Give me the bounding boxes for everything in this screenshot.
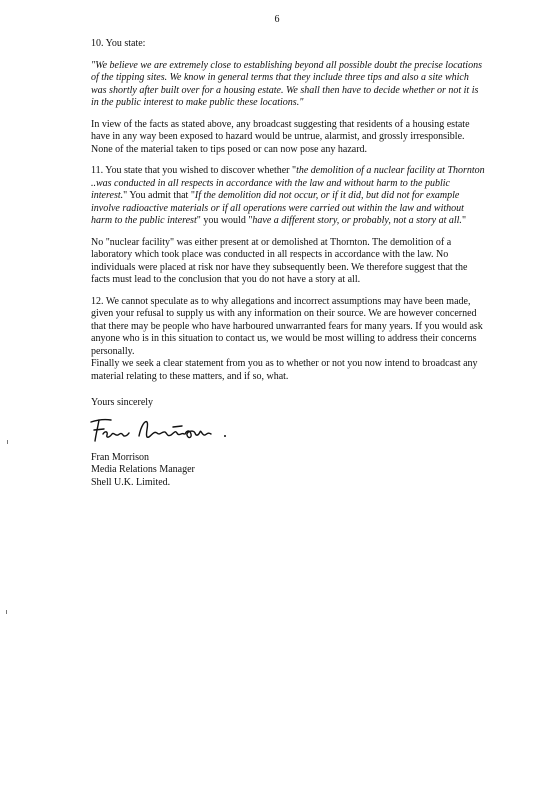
- signoff-name: Fran Morrison: [91, 451, 150, 463]
- paragraph-12: [91, 296, 485, 384]
- paragraph-10-response: In view of the facts as stated above, any broadcast suggesting that residents of a housing estate have in any way been exposed to hazard would be untrue, alarmist, and grossly irresponsible. None of the material taken to tips posed or can now pose any hazard.: [91, 118, 470, 155]
- paragraph-11-statement: [91, 165, 485, 228]
- paragraph-12-finally: Finally we seek a clear statement from you as to whether or not you now intend to broadcast any material relating to these matters, and if so, what.: [91, 358, 478, 382]
- signoff-title: Media Relations Manager: [91, 464, 195, 475]
- scan-speck: [7, 440, 8, 444]
- paragraph-11-intro: 11. You state that you wished to discover whether ": [91, 165, 297, 176]
- paragraph-10: [91, 38, 485, 156]
- letter-body: [91, 38, 485, 489]
- paragraph-12-text: 12. We cannot speculate as to why allegations and incorrect assumptions may have been made, given your refusal to supply us with any information on their source. We are however concerned that there may be people who have harboured unwarranted fears for many years. If you would ask anyone who is in this situation to contact us, we would be most willing to address their concerns personally.: [91, 295, 483, 357]
- page-number: 6: [274, 14, 280, 25]
- paragraph-11-quote-3: have a different story, or probably, not a story at all.: [252, 215, 462, 226]
- paragraph-11-end: ": [461, 215, 467, 226]
- paragraph-11: [91, 165, 485, 287]
- signature-area: [91, 397, 485, 489]
- signoff-block: [91, 452, 485, 490]
- paragraph-11-mid-2: " you would ": [196, 215, 253, 226]
- paragraph-10-quote: "We believe we are extremely close to establishing beyond all possible doubt the precise locations of the tipping sites. We know in general terms that they include three tips and also a site which was shortly after built over for a housing estate. We shall then have to decide whether or not it is in the public interest to make public these locations.": [91, 59, 482, 108]
- scan-speck: [6, 610, 7, 614]
- paragraph-11-response: No "nuclear facility" was either present at or demolished at Thornton. The demolition of a laboratory which took place was conducted in all respects in accordance with the law. No individuals were placed at risk nor have they subsequently been. We therefore suggest that the facts must lead to the conclusion that you do not have a story at all.: [91, 236, 468, 285]
- closing-salutation: Yours sincerely: [91, 397, 154, 408]
- handwritten-signature: [87, 414, 237, 446]
- paragraph-10-heading: 10. You state:: [91, 38, 146, 49]
- paragraph-11-mid: " You admit that ": [123, 190, 195, 201]
- paragraph-11-quote-1: the demolition of a nuclear facility at Thornton ..was conducted in all respects in accordance with the law and without harm to the public interest.: [91, 165, 485, 201]
- signoff-company: Shell U.K. Limited.: [91, 476, 171, 488]
- paragraph-11-quote-2: If the demolition did not occur, or if it did, but did not for example involve radioactive materials or if all operations were carried out within the law and without harm to the public interest: [91, 190, 464, 226]
